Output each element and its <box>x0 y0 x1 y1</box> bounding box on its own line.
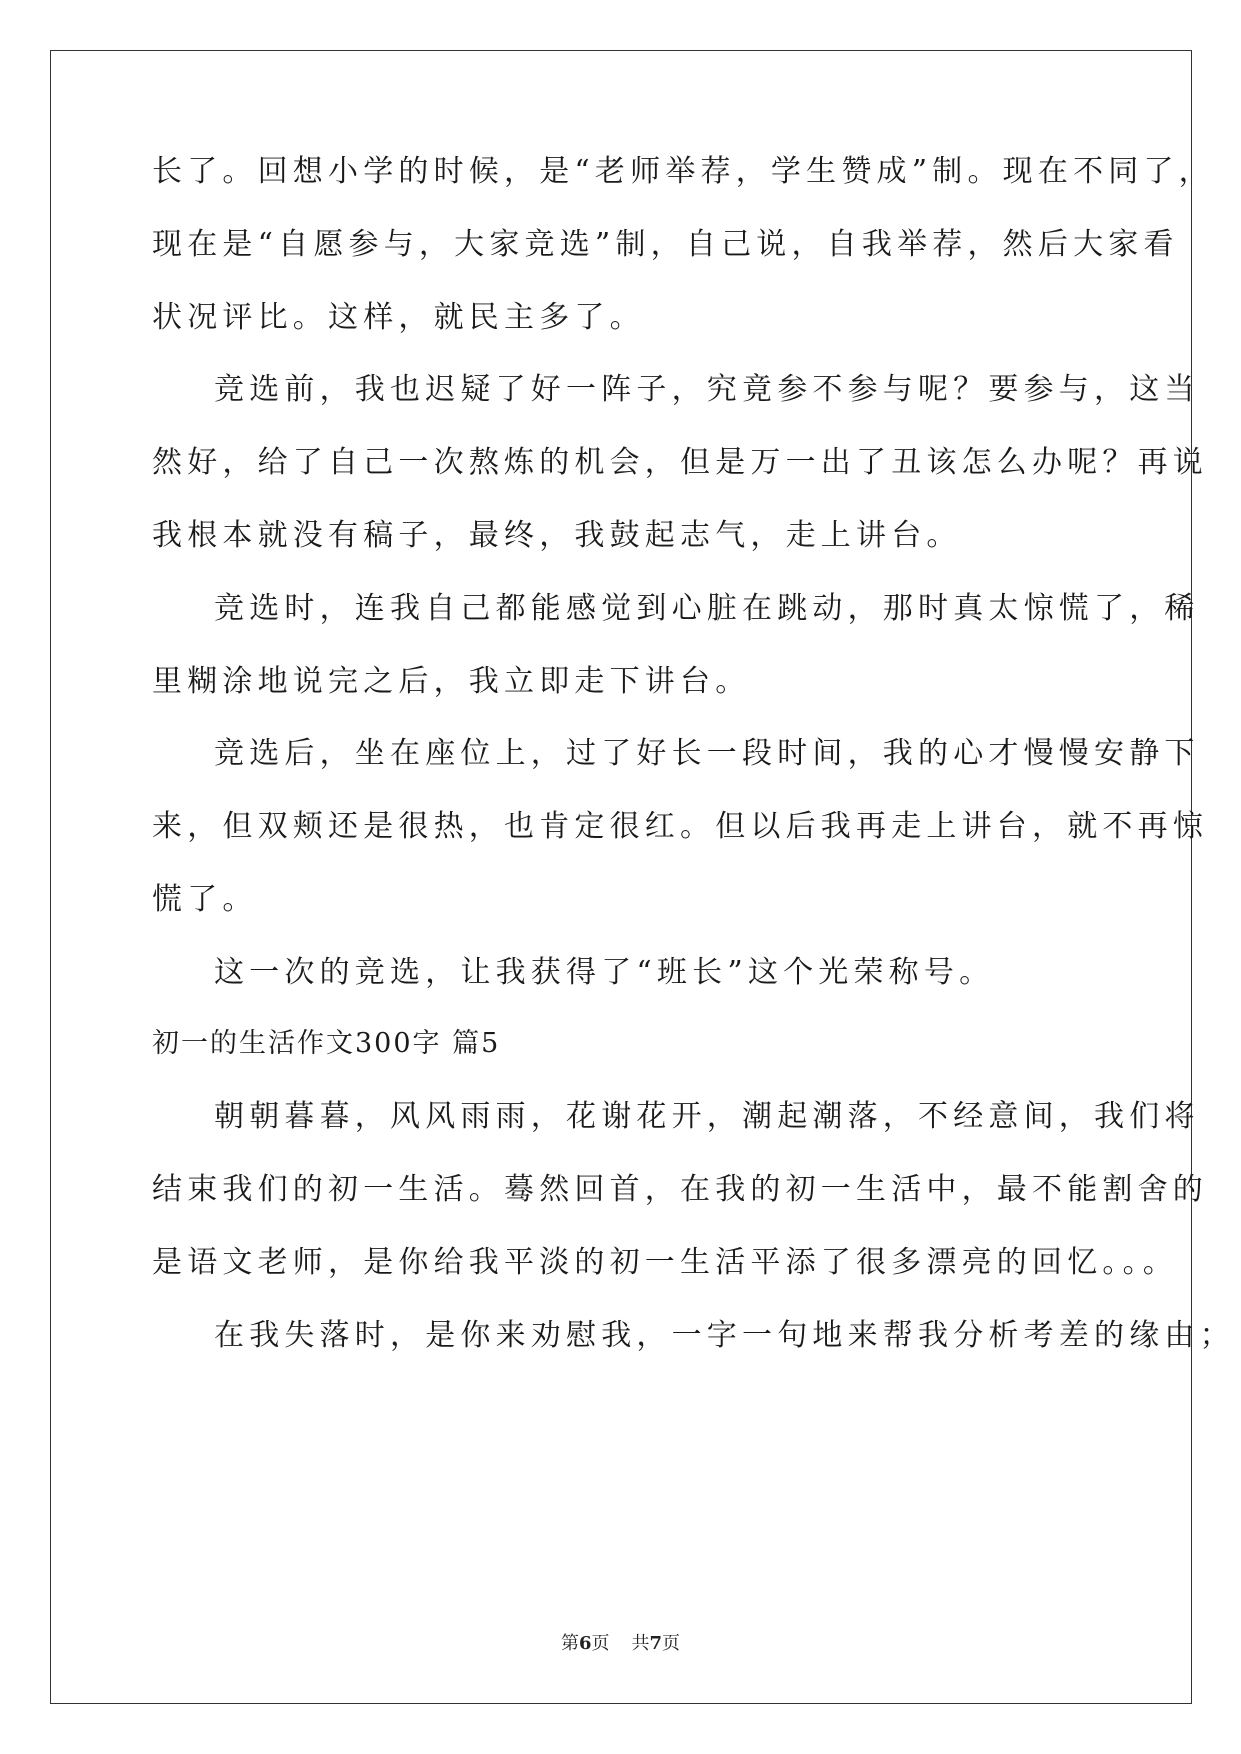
text-line: 来，但双颊还是很热，也肯定很红。但以后我再走上讲台，就不再惊 <box>152 809 1208 844</box>
total-suffix: 页 <box>662 1633 681 1654</box>
current-page-number: 6 <box>578 1633 592 1654</box>
paragraph-start-line: 竞选时，连我自己都能感觉到心脏在跳动，那时真太惊慌了，稀 <box>214 591 1200 626</box>
paragraph-start-line: 竞选前，我也迟疑了好一阵子，究竟参不参与呢？要参与，这当 <box>214 372 1200 407</box>
text-line: 状况评比。这样，就民主多了。 <box>152 300 645 335</box>
paragraph-start-line: 在我失落时，是你来劝慰我，一字一句地来帮我分析考差的缘由； <box>214 1318 1235 1353</box>
section-heading: 初一的生活作文300字 篇5 <box>152 1028 501 1059</box>
text-line: 是语文老师，是你给我平淡的初一生活平添了很多漂亮的回忆。。。 <box>152 1245 1178 1280</box>
text-line: 里糊涂地说完之后，我立即走下讲台。 <box>152 664 751 699</box>
text-line: 现在是“自愿参与，大家竞选”制，自己说，自我举荐，然后大家看 <box>152 227 1179 262</box>
text-line: 结束我们的初一生活。蓦然回首，在我的初一生活中，最不能割舍的 <box>152 1172 1208 1207</box>
text-line: 长了。回想小学的时候，是“老师举荐，学生赞成”制。现在不同了， <box>152 154 1214 189</box>
paragraph-start-line: 竞选后，坐在座位上，过了好长一段时间，我的心才慢慢安静下 <box>214 736 1200 771</box>
paragraph-start-line: 朝朝暮暮，风风雨雨，花谢花开，潮起潮落，不经意间，我们将 <box>214 1099 1200 1134</box>
text-line: 我根本就没有稿子，最终，我鼓起志气，走上讲台。 <box>152 518 962 553</box>
page-suffix: 页 <box>591 1633 610 1654</box>
total-prefix: 共 <box>631 1633 650 1654</box>
text-line: 然好，给了自己一次熬炼的机会，但是万一出了丑该怎么办呢？再说 <box>152 445 1208 480</box>
page-prefix: 第 <box>560 1633 579 1654</box>
paragraph-start-line: 这一次的竞选，让我获得了“班长”这个光荣称号。 <box>214 955 995 990</box>
total-page-number: 7 <box>649 1633 663 1654</box>
text-line: 慌了。 <box>152 882 258 917</box>
page-footer <box>0 1632 1241 1656</box>
